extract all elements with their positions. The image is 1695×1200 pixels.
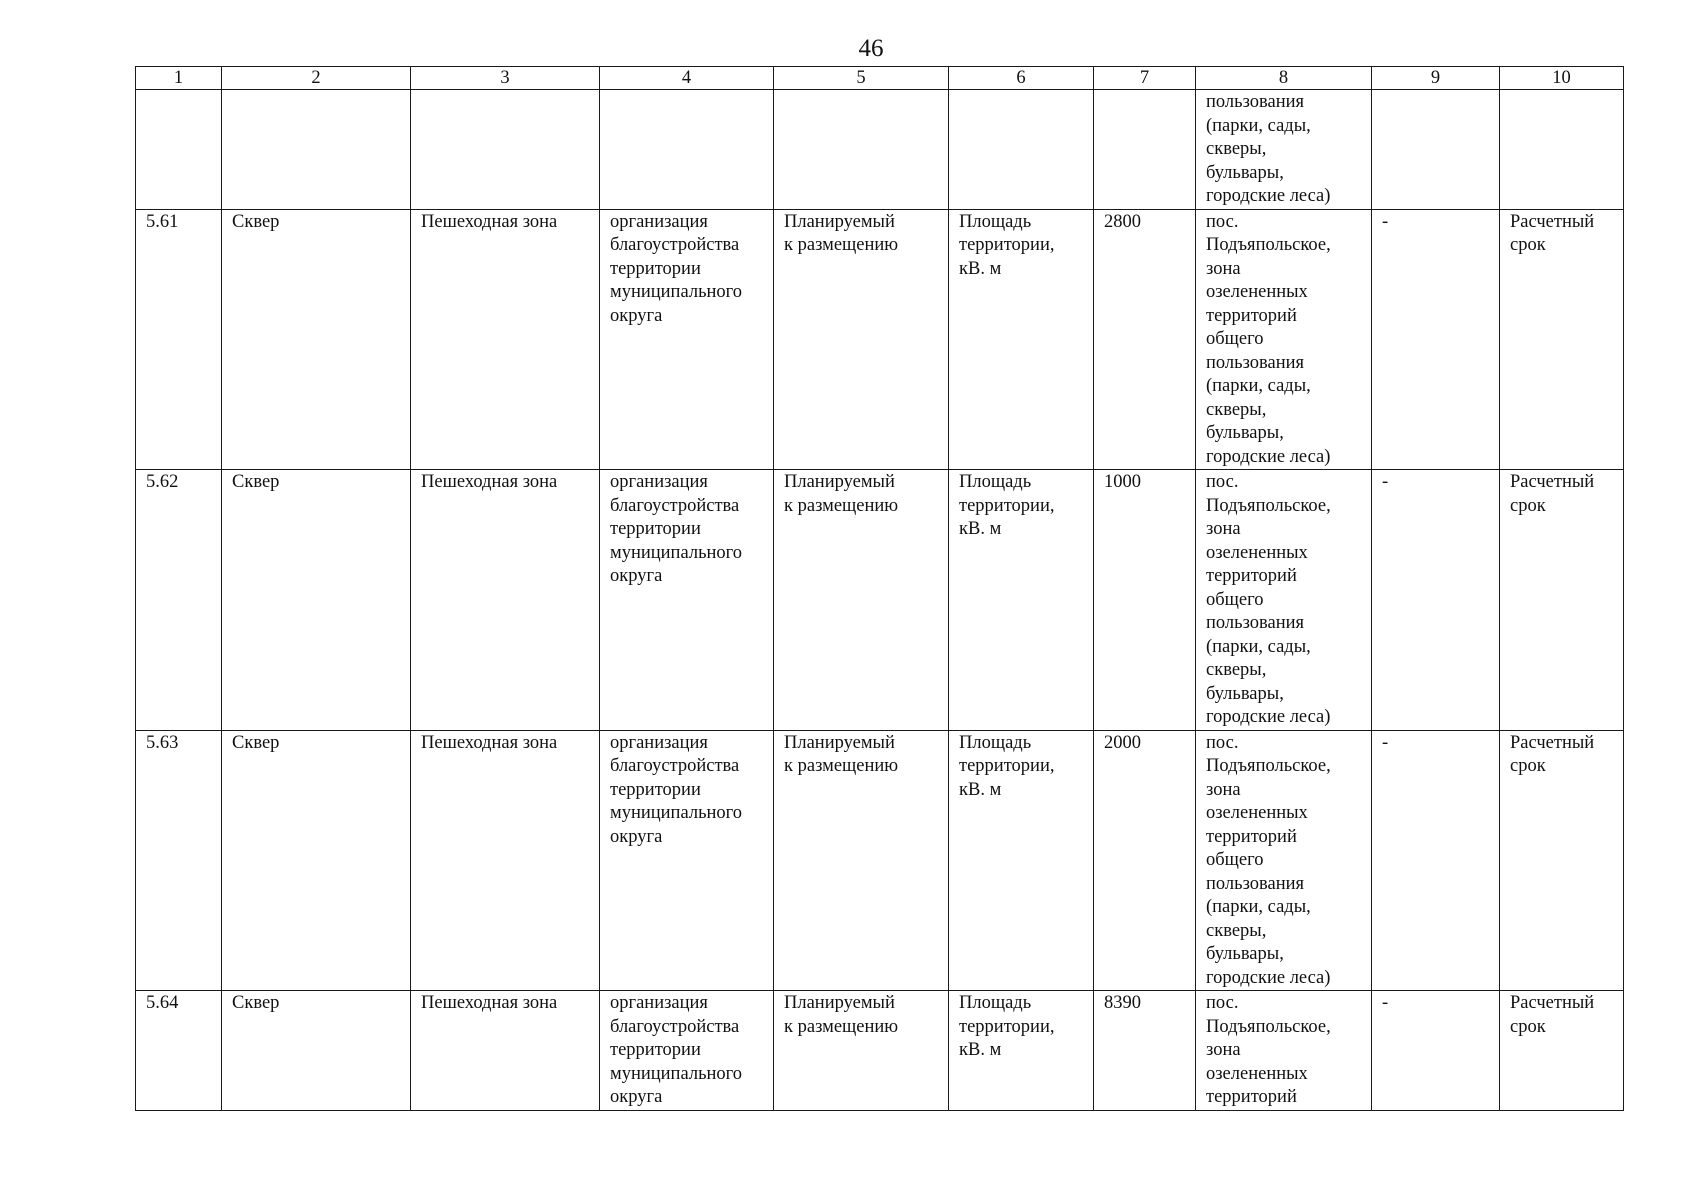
column-number: 10 xyxy=(1500,67,1624,90)
cell-line: к размещению xyxy=(784,756,899,776)
cell-line: организация xyxy=(610,472,708,492)
cell-line: Подъяпольское, xyxy=(1206,495,1331,516)
value-cell: 2800 xyxy=(1094,209,1196,470)
continuation-row xyxy=(136,90,1624,210)
cell-line: зона xyxy=(1206,1040,1241,1060)
cell-line: бульвары, xyxy=(1206,944,1284,964)
status-cell xyxy=(774,209,949,470)
cell-line: озелененных xyxy=(1206,803,1308,823)
characteristic-cell xyxy=(949,470,1094,731)
cell-line: организация xyxy=(610,993,708,1013)
cell-line: городские леса) xyxy=(1206,967,1331,988)
cell-line: скверы, xyxy=(1206,920,1267,941)
object-name-cell: Сквер xyxy=(222,209,411,470)
cell-line: (парки, сады, xyxy=(1206,376,1311,396)
cell-line: Площадь xyxy=(959,472,1032,492)
planning-table xyxy=(135,66,1624,1111)
cell-line: Планируемый xyxy=(784,732,895,753)
cell-line: Расчетный xyxy=(1510,732,1595,753)
cell-line: благоустройства xyxy=(610,1016,740,1037)
status-cell xyxy=(774,730,949,991)
object-type-cell: Пешеходная зона xyxy=(411,730,600,991)
cell-line: срок xyxy=(1510,495,1546,516)
column-number: 4 xyxy=(600,67,774,90)
cell-line: округа xyxy=(610,566,663,586)
column-number: 6 xyxy=(949,67,1094,90)
characteristic-cell xyxy=(949,730,1094,991)
cell-line: (парки, сады, xyxy=(1206,115,1311,136)
table-cell xyxy=(1500,90,1624,210)
table-row xyxy=(136,470,1624,731)
object-type-cell: Пешеходная зона xyxy=(411,991,600,1111)
cell-line: пользования xyxy=(1206,352,1305,373)
number-cell: 5.63 xyxy=(136,730,222,991)
location-cell xyxy=(1196,209,1372,470)
cell-line: пользования xyxy=(1206,92,1305,112)
cell-line: кВ. м xyxy=(959,258,1002,279)
column-number: 7 xyxy=(1094,67,1196,90)
table-cell xyxy=(411,90,600,210)
cell-line: благоустройства xyxy=(610,495,740,516)
column-9-cell: - xyxy=(1372,209,1500,470)
term-cell xyxy=(1500,730,1624,991)
cell-line: Площадь xyxy=(959,211,1032,232)
cell-line: озелененных xyxy=(1206,542,1308,563)
cell-line: пос. xyxy=(1206,472,1239,492)
cell-line: пользования xyxy=(1206,873,1305,894)
status-cell xyxy=(774,991,949,1111)
column-number: 8 xyxy=(1196,67,1372,90)
cell-line: скверы, xyxy=(1206,660,1267,680)
cell-line: муниципального xyxy=(610,542,743,563)
cell-line: Планируемый xyxy=(784,472,895,492)
term-cell xyxy=(1500,991,1624,1111)
cell-line: территории xyxy=(610,1040,701,1060)
cell-line: территории, xyxy=(959,495,1055,516)
value-cell: 2000 xyxy=(1094,730,1196,991)
cell-line: городские леса) xyxy=(1206,707,1331,727)
cell-line: Планируемый xyxy=(784,993,895,1013)
table-cell xyxy=(774,90,949,210)
cell-line: (парки, сады, xyxy=(1206,897,1311,917)
column-number: 1 xyxy=(136,67,222,90)
cell-line: скверы, xyxy=(1206,399,1267,420)
cell-line: бульвары, xyxy=(1206,162,1284,183)
cell-line: муниципального xyxy=(610,1063,743,1084)
cell-line: пос. xyxy=(1206,993,1239,1013)
cell-line: территорий xyxy=(1206,566,1297,586)
column-9-cell: - xyxy=(1372,991,1500,1111)
characteristic-cell xyxy=(949,991,1094,1111)
table-row xyxy=(136,991,1624,1111)
object-name-cell: Сквер xyxy=(222,730,411,991)
object-type-cell: Пешеходная зона xyxy=(411,470,600,731)
cell-line: территории xyxy=(610,779,701,800)
cell-line: Подъяпольское, xyxy=(1206,235,1331,255)
term-cell xyxy=(1500,209,1624,470)
characteristic-cell xyxy=(949,209,1094,470)
cell-line: срок xyxy=(1510,1016,1546,1037)
table-cell xyxy=(1372,90,1500,210)
number-cell: 5.62 xyxy=(136,470,222,731)
cell-line: бульвары, xyxy=(1206,683,1284,704)
table-cell xyxy=(600,90,774,210)
cell-line: муниципального xyxy=(610,282,743,302)
cell-line: пос. xyxy=(1206,732,1239,753)
cell-line: зона xyxy=(1206,779,1241,800)
cell-line: муниципального xyxy=(610,803,743,823)
number-cell: 5.64 xyxy=(136,991,222,1111)
purpose-cell xyxy=(600,730,774,991)
cell-line: общего xyxy=(1206,850,1264,870)
cell-line: (парки, сады, xyxy=(1206,636,1311,657)
object-type-cell: Пешеходная зона xyxy=(411,209,600,470)
cell-line: территорий xyxy=(1206,305,1297,326)
cell-line: Расчетный xyxy=(1510,993,1595,1013)
location-cell xyxy=(1196,991,1372,1111)
cell-line: Площадь xyxy=(959,993,1032,1013)
cell-line: кВ. м xyxy=(959,779,1002,800)
cell-line: Площадь xyxy=(959,732,1032,753)
cell-line: Планируемый xyxy=(784,211,895,232)
cell-line: скверы, xyxy=(1206,139,1267,159)
cell-line: территории, xyxy=(959,235,1055,255)
table-cell xyxy=(136,90,222,210)
table-row xyxy=(136,730,1624,991)
object-name-cell: Сквер xyxy=(222,991,411,1111)
value-cell: 1000 xyxy=(1094,470,1196,731)
cell-line: территории xyxy=(610,519,701,539)
cell-line: территорий xyxy=(1206,826,1297,847)
cell-line: территории, xyxy=(959,1016,1055,1037)
location-cell xyxy=(1196,470,1372,731)
cell-line: озелененных xyxy=(1206,282,1308,302)
cell-line: кВ. м xyxy=(959,1040,1002,1060)
object-name-cell: Сквер xyxy=(222,470,411,731)
cell-line: к размещению xyxy=(784,235,899,255)
cell-line: Подъяпольское, xyxy=(1206,1016,1331,1037)
cell-line: организация xyxy=(610,732,708,753)
cell-line: округа xyxy=(610,1087,663,1107)
column-number: 3 xyxy=(411,67,600,90)
location-cell xyxy=(1196,730,1372,991)
cell-line: округа xyxy=(610,826,663,847)
cell-line: благоустройства xyxy=(610,756,740,776)
cell-line: срок xyxy=(1510,235,1546,255)
column-number-row xyxy=(136,67,1624,90)
cell-line: кВ. м xyxy=(959,519,1002,539)
cell-line: пос. xyxy=(1206,211,1239,232)
table-cell xyxy=(222,90,411,210)
column-number: 2 xyxy=(222,67,411,90)
column-9-cell: - xyxy=(1372,470,1500,731)
page-number: 46 xyxy=(858,35,884,62)
cell-line: городские леса) xyxy=(1206,186,1331,206)
term-cell xyxy=(1500,470,1624,731)
cell-line: Расчетный xyxy=(1510,472,1595,492)
number-cell: 5.61 xyxy=(136,209,222,470)
purpose-cell xyxy=(600,470,774,731)
cell-line: озелененных xyxy=(1206,1063,1308,1084)
cell-line: округа xyxy=(610,305,663,326)
cell-line: пользования xyxy=(1206,613,1305,633)
purpose-cell xyxy=(600,209,774,470)
column-9-cell: - xyxy=(1372,730,1500,991)
cell-line: к размещению xyxy=(784,1016,899,1037)
cell-line: городские леса) xyxy=(1206,446,1331,467)
cell-line: срок xyxy=(1510,756,1546,776)
cell-line: Расчетный xyxy=(1510,211,1595,232)
cell-line: территории, xyxy=(959,756,1055,776)
cell-line: общего xyxy=(1206,329,1264,349)
cell-line: к размещению xyxy=(784,495,899,516)
column-number: 5 xyxy=(774,67,949,90)
column-number: 9 xyxy=(1372,67,1500,90)
cell-line: благоустройства xyxy=(610,235,740,255)
table-row xyxy=(136,209,1624,470)
status-cell xyxy=(774,470,949,731)
cell-line: зона xyxy=(1206,258,1241,279)
cell-line: территорий xyxy=(1206,1087,1297,1107)
cell-line: общего xyxy=(1206,589,1264,610)
cell-line: Подъяпольское, xyxy=(1206,756,1331,776)
location-cell xyxy=(1196,90,1372,210)
cell-line: зона xyxy=(1206,519,1241,539)
value-cell: 8390 xyxy=(1094,991,1196,1111)
purpose-cell xyxy=(600,991,774,1111)
table-cell xyxy=(949,90,1094,210)
cell-line: территории xyxy=(610,258,701,279)
table-cell xyxy=(1094,90,1196,210)
cell-line: бульвары, xyxy=(1206,423,1284,443)
cell-line: организация xyxy=(610,211,708,232)
